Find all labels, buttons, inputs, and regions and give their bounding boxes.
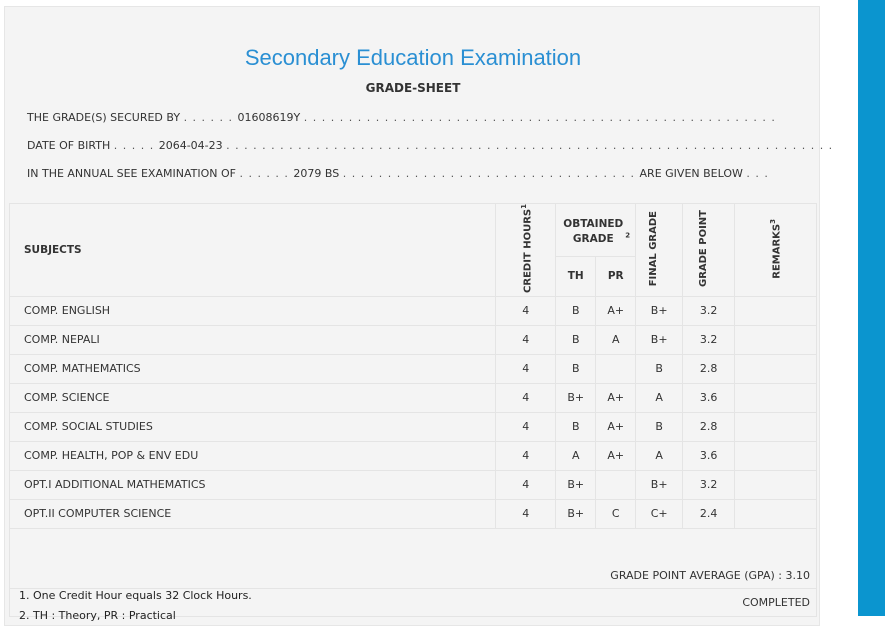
pr-header: PR bbox=[596, 256, 636, 296]
grade-row bbox=[10, 412, 817, 441]
secured-by-line: THE GRADE(S) SECURED BY . . . . . . 01608619Y . . . . . . . . . . . . . . . . . . . . . . . . . . . . . . . . . . . . . . . . . . . . . . . . . . . . . bbox=[27, 111, 776, 124]
grade-row bbox=[10, 383, 817, 412]
credit-hours-header: CREDIT HOURS$^1$ bbox=[496, 204, 556, 297]
th-grade-cell: B bbox=[556, 325, 596, 354]
credit-hours-cell: 4 bbox=[496, 325, 556, 354]
pr-grade-cell: A+ bbox=[596, 383, 636, 412]
exam-line: IN THE ANNUAL SEE EXAMINATION OF . . . . . . 2079 BS . . . . . . . . . . . . . . . . . . . . . . . . . . . . . . . . . ARE GIVEN BELOW . . . bbox=[27, 167, 769, 180]
pr-grade-cell: A+ bbox=[596, 296, 636, 325]
subject-cell: COMP. SCIENCE bbox=[10, 383, 496, 412]
grade-row bbox=[10, 325, 817, 354]
grade-row bbox=[10, 296, 817, 325]
remarks-cell bbox=[735, 441, 817, 470]
subject-cell: COMP. SOCIAL STUDIES bbox=[10, 412, 496, 441]
grade-row bbox=[10, 499, 817, 528]
grade-point-cell: 3.2 bbox=[683, 296, 735, 325]
credit-hours-cell: 4 bbox=[496, 441, 556, 470]
grade-point-cell: 3.2 bbox=[683, 325, 735, 354]
grade-row bbox=[10, 441, 817, 470]
remarks-cell bbox=[735, 412, 817, 441]
final-grade-cell: B+ bbox=[636, 296, 683, 325]
remarks-cell bbox=[735, 470, 817, 499]
th-grade-cell: B bbox=[556, 354, 596, 383]
th-grade-cell: B bbox=[556, 296, 596, 325]
remarks-cell bbox=[735, 354, 817, 383]
final-grade-cell: C+ bbox=[636, 499, 683, 528]
final-grade-cell: B bbox=[636, 412, 683, 441]
grade-point-cell: 2.8 bbox=[683, 354, 735, 383]
final-grade-cell: A bbox=[636, 383, 683, 412]
exam-label: IN THE ANNUAL SEE EXAMINATION OF bbox=[27, 167, 236, 180]
pr-grade-cell: A bbox=[596, 325, 636, 354]
exam-year: 2079 BS bbox=[293, 167, 340, 180]
subject-cell: COMP. MATHEMATICS bbox=[10, 354, 496, 383]
grade-row bbox=[10, 354, 817, 383]
note-credit-hour: 1. One Credit Hour equals 32 Clock Hours. bbox=[19, 589, 252, 602]
dob-value: 2064-04-23 bbox=[158, 139, 223, 152]
remarks-cell bbox=[735, 296, 817, 325]
subject-cell: COMP. NEPALI bbox=[10, 325, 496, 354]
th-grade-cell: A bbox=[556, 441, 596, 470]
th-grade-cell: B+ bbox=[556, 470, 596, 499]
grade-row bbox=[10, 470, 817, 499]
subject-cell: COMP. ENGLISH bbox=[10, 296, 496, 325]
gpa-text: GRADE POINT AVERAGE (GPA) : 3.10 bbox=[10, 528, 817, 588]
grade-point-header: GRADE POINT bbox=[683, 204, 735, 297]
note-theory-practical: 2. TH : Theory, PR : Practical bbox=[19, 609, 176, 622]
dob-label: DATE OF BIRTH bbox=[27, 139, 111, 152]
grade-point-cell: 2.8 bbox=[683, 412, 735, 441]
right-side-bar bbox=[858, 0, 885, 616]
dob-line: DATE OF BIRTH . . . . . 2064-04-23 . . . . . . . . . . . . . . . . . . . . . . . . . . . . . . . . . . . . . . . . . . . . . . . . . . . . . . . . . . . . . . . . . . . . bbox=[27, 139, 834, 152]
subject-cell: OPT.II COMPUTER SCIENCE bbox=[10, 499, 496, 528]
grade-point-cell: 3.6 bbox=[683, 441, 735, 470]
grades-table bbox=[9, 203, 817, 617]
final-grade-header: FINAL GRADE bbox=[636, 204, 683, 297]
credit-hours-cell: 4 bbox=[496, 499, 556, 528]
pr-grade-cell: C bbox=[596, 499, 636, 528]
symbol-number: 01608619Y bbox=[237, 111, 301, 124]
final-grade-cell: B bbox=[636, 354, 683, 383]
grade-sheet bbox=[4, 6, 834, 626]
given-below-text: ARE GIVEN BELOW bbox=[639, 167, 743, 180]
final-grade-cell: A bbox=[636, 441, 683, 470]
credit-hours-cell: 4 bbox=[496, 354, 556, 383]
grade-point-cell: 3.6 bbox=[683, 383, 735, 412]
credit-hours-cell: 4 bbox=[496, 412, 556, 441]
pr-grade-cell bbox=[596, 354, 636, 383]
exam-title: Secondary Education Examination bbox=[244, 45, 582, 70]
grade-point-cell: 3.2 bbox=[683, 470, 735, 499]
remarks-cell bbox=[735, 499, 817, 528]
secured-by-label: THE GRADE(S) SECURED BY bbox=[27, 111, 181, 124]
th-grade-cell: B bbox=[556, 412, 596, 441]
remarks-cell bbox=[735, 383, 817, 412]
pr-grade-cell: A+ bbox=[596, 412, 636, 441]
credit-hours-cell: 4 bbox=[496, 383, 556, 412]
th-header: TH bbox=[556, 256, 596, 296]
grade-sheet-heading: GRADE-SHEET bbox=[365, 81, 461, 95]
final-grade-cell: B+ bbox=[636, 470, 683, 499]
pr-grade-cell bbox=[596, 470, 636, 499]
remarks-cell bbox=[735, 325, 817, 354]
obtained-grade-header: OBTAINED GRADE $^2$ bbox=[556, 204, 636, 257]
th-grade-cell: B+ bbox=[556, 499, 596, 528]
subject-cell: COMP. HEALTH, POP & ENV EDU bbox=[10, 441, 496, 470]
credit-hours-cell: 4 bbox=[496, 470, 556, 499]
completion-status: COMPLETED bbox=[10, 588, 817, 616]
pr-grade-cell: A+ bbox=[596, 441, 636, 470]
remarks-header: REMARKS$^3$ bbox=[735, 204, 817, 297]
grade-point-cell: 2.4 bbox=[683, 499, 735, 528]
credit-hours-cell: 4 bbox=[496, 296, 556, 325]
subjects-header: SUBJECTS bbox=[10, 204, 496, 297]
th-grade-cell: B+ bbox=[556, 383, 596, 412]
final-grade-cell: B+ bbox=[636, 325, 683, 354]
subject-cell: OPT.I ADDITIONAL MATHEMATICS bbox=[10, 470, 496, 499]
